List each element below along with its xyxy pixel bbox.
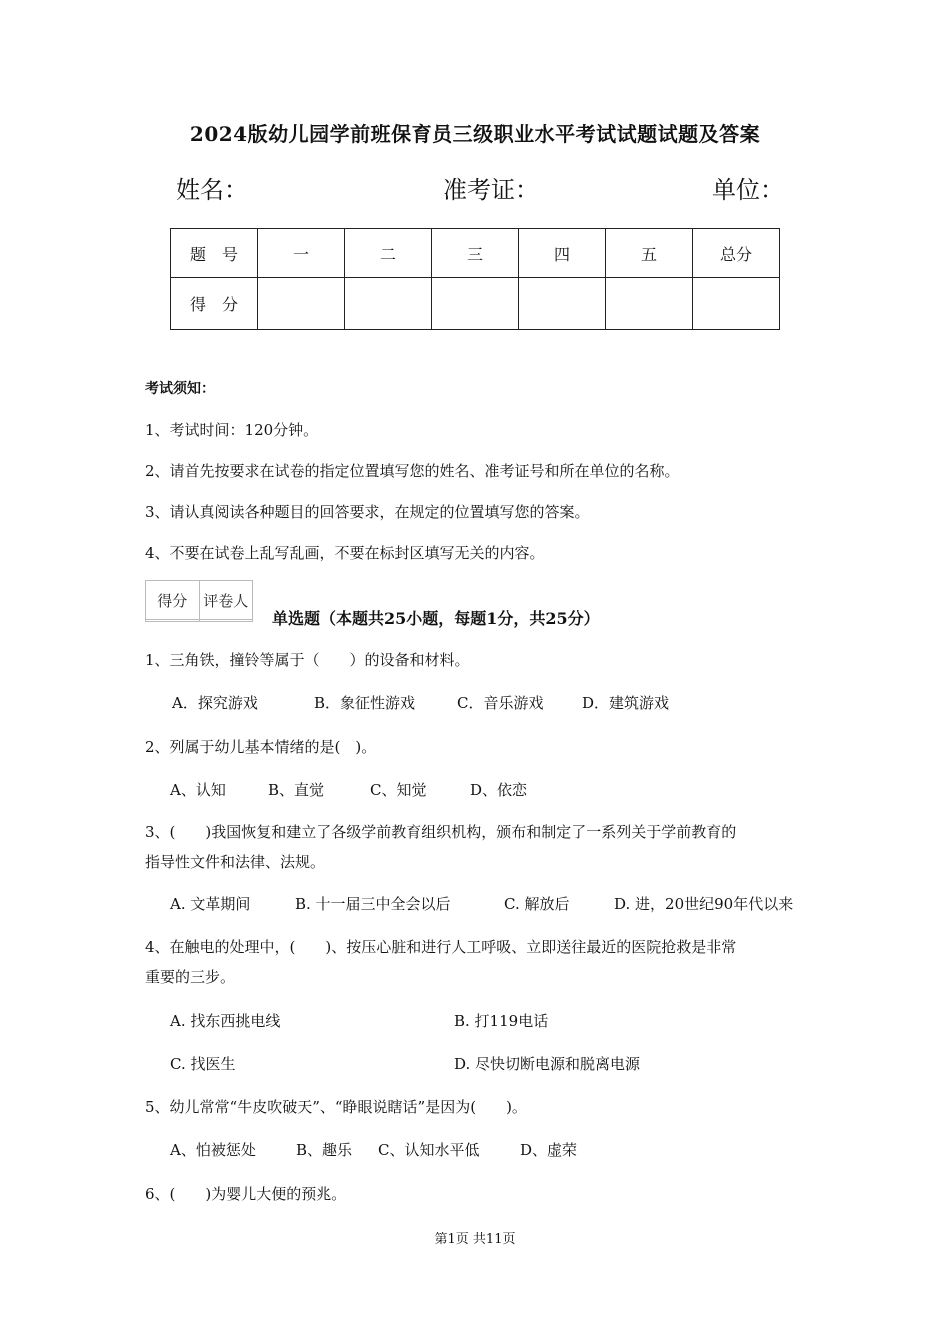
answer-option[interactable]: D. 尽快切断电源和脱离电源 bbox=[454, 1055, 641, 1073]
answer-option[interactable]: C、认知水平低 bbox=[378, 1141, 480, 1159]
score-table-header-cell: 题 号 bbox=[171, 229, 258, 278]
grader-name-label: 评卷人 bbox=[199, 581, 253, 620]
answer-option[interactable]: D、依恋 bbox=[470, 781, 528, 799]
answer-option[interactable]: D．建筑游戏 bbox=[582, 694, 670, 712]
answer-option[interactable]: D. 进，20世纪90年代以来 bbox=[614, 895, 794, 913]
score-table-header-cell: 四 bbox=[519, 229, 606, 278]
question-stem: 4、在触电的处理中，( )、按压心脏和进行人工呼吸、立即送往最近的医院抢救是非常 bbox=[145, 938, 737, 956]
score-cell[interactable] bbox=[693, 278, 780, 330]
section-heading: 单选题（本题共25小题，每题1分，共25分） bbox=[272, 609, 600, 628]
answer-option[interactable]: A、认知 bbox=[170, 781, 226, 799]
answer-option[interactable]: B、直觉 bbox=[268, 781, 325, 799]
question-stem: 2、列属于幼儿基本情绪的是( )。 bbox=[145, 738, 377, 756]
page-footer: 第1页 共11页 bbox=[434, 1232, 516, 1247]
score-table-score-row bbox=[171, 278, 780, 330]
score-row-label: 得 分 bbox=[171, 278, 258, 330]
instruction-item: 4、不要在试卷上乱写乱画，不要在标封区填写无关的内容。 bbox=[145, 544, 545, 562]
grader-score-cell[interactable] bbox=[146, 620, 200, 622]
question-stem: 1、三角铁，撞铃等属于（ ）的设备和材料。 bbox=[145, 651, 470, 669]
score-cell[interactable] bbox=[519, 278, 606, 330]
score-cell[interactable] bbox=[606, 278, 693, 330]
score-cell[interactable] bbox=[345, 278, 432, 330]
grader-name-cell[interactable] bbox=[199, 620, 253, 622]
page-title: 2024版幼儿园学前班保育员三级职业水平考试试题试题及答案 bbox=[189, 122, 761, 146]
answer-option[interactable]: B．象征性游戏 bbox=[314, 694, 416, 712]
exam-id-label: 准考证： bbox=[443, 176, 539, 204]
score-table-header-cell: 一 bbox=[258, 229, 345, 278]
answer-option[interactable]: A. 找东西挑电线 bbox=[170, 1012, 281, 1030]
score-table-header-cell: 五 bbox=[606, 229, 693, 278]
answer-option[interactable]: C．音乐游戏 bbox=[457, 694, 544, 712]
answer-option[interactable]: C、知觉 bbox=[370, 781, 427, 799]
name-label: 姓名： bbox=[176, 176, 248, 204]
instructions-heading: 考试须知： bbox=[145, 381, 215, 397]
question-stem: 6、( )为婴儿大便的预兆。 bbox=[145, 1185, 347, 1203]
score-table bbox=[170, 228, 780, 330]
instruction-item: 1、考试时间：120分钟。 bbox=[145, 421, 319, 439]
score-table-header-row bbox=[171, 229, 780, 278]
score-cell[interactable] bbox=[258, 278, 345, 330]
answer-option[interactable]: A. 文革期间 bbox=[170, 895, 251, 913]
answer-option[interactable]: C. 找医生 bbox=[170, 1055, 236, 1073]
instruction-item: 3、请认真阅读各种题目的回答要求，在规定的位置填写您的答案。 bbox=[145, 503, 590, 521]
answer-option[interactable]: B. 十一届三中全会以后 bbox=[295, 895, 451, 913]
question-stem: 5、幼儿常常“牛皮吹破天”、“睁眼说瞎话”是因为( )。 bbox=[145, 1098, 527, 1116]
answer-option[interactable]: B、趣乐 bbox=[296, 1141, 353, 1159]
grader-box bbox=[145, 580, 253, 622]
question-stem: 3、( )我国恢复和建立了各级学前教育组织机构，颁布和制定了一系列关于学前教育的 bbox=[145, 823, 737, 841]
answer-option[interactable]: A、怕被惩处 bbox=[170, 1141, 256, 1159]
answer-option[interactable]: D、虚荣 bbox=[520, 1141, 578, 1159]
grader-score-label: 得分 bbox=[146, 581, 200, 620]
answer-option[interactable]: B. 打119电话 bbox=[454, 1012, 549, 1030]
score-table-header-cell: 总分 bbox=[693, 229, 780, 278]
question-stem-continued: 重要的三步。 bbox=[145, 968, 236, 986]
answer-option[interactable]: A．探究游戏 bbox=[172, 694, 258, 712]
answer-option[interactable]: C. 解放后 bbox=[504, 895, 570, 913]
unit-label: 单位： bbox=[712, 176, 784, 204]
question-stem-continued: 指导性文件和法律、法规。 bbox=[145, 853, 326, 871]
score-cell[interactable] bbox=[432, 278, 519, 330]
instruction-item: 2、请首先按要求在试卷的指定位置填写您的姓名、准考证号和所在单位的名称。 bbox=[145, 462, 680, 480]
score-table-header-cell: 二 bbox=[345, 229, 432, 278]
score-table-header-cell: 三 bbox=[432, 229, 519, 278]
